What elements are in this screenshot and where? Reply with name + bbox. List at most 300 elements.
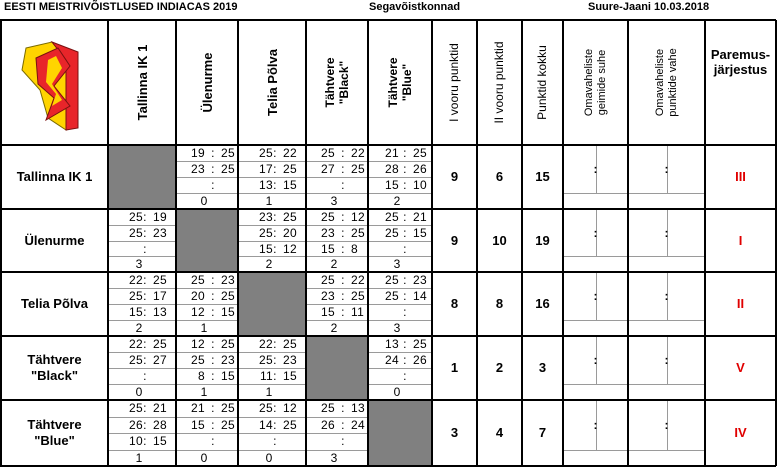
set-score-separator: :: [273, 401, 277, 415]
set-score-home: 25: [385, 226, 399, 240]
set-score-separator: :: [143, 305, 147, 319]
total-points: 15: [535, 169, 550, 184]
set-score: [374, 337, 432, 352]
set-score-separator: :: [341, 273, 345, 287]
set-score: [244, 242, 306, 257]
set-score-separator: :: [211, 369, 215, 383]
h2h-divider: [563, 450, 628, 451]
row-team-name: Tähtvere "Blue": [27, 417, 82, 448]
h2h-sets-ratio: :: [593, 289, 598, 303]
h2h-sets-ratio: :: [593, 162, 598, 176]
set-score-separator: :: [143, 353, 147, 367]
round1-points: 9: [450, 233, 459, 248]
set-score-home: 22: [259, 337, 273, 351]
set-score: [114, 273, 176, 288]
match-points: 1: [200, 385, 208, 399]
set-score-separator: :: [273, 146, 277, 160]
set-score-separator: :: [341, 210, 345, 224]
set-score-home: 13: [385, 337, 399, 351]
set-score: [114, 337, 176, 352]
set-score-away: 25: [221, 162, 235, 176]
set-score-separator: :: [273, 337, 277, 351]
round2-points: 8: [495, 296, 504, 311]
match-points: 2: [393, 194, 401, 208]
set-score-away: 17: [153, 289, 167, 303]
set-score-separator: :: [143, 401, 147, 415]
set-score-away: 22: [283, 146, 297, 160]
set-score-away: 15: [283, 178, 297, 192]
set-score-home: 15: [321, 242, 335, 256]
set-score-home: 12: [191, 337, 205, 351]
set-score: [312, 242, 368, 257]
set-score: [114, 226, 176, 241]
match-points: 3: [393, 321, 401, 335]
set-score-separator: :: [211, 305, 215, 319]
set-score-away: 20: [283, 226, 297, 240]
match-points: 1: [265, 385, 273, 399]
h2h-sets-ratio: :: [593, 226, 598, 240]
set-score-away: 10: [413, 178, 427, 192]
set-score-home: 25: [129, 210, 143, 224]
set-score: [182, 162, 238, 177]
set-score: [374, 226, 432, 241]
set-score: [244, 337, 306, 352]
set-score: [182, 178, 238, 193]
set-score: [244, 226, 306, 241]
set-score-away: 21: [153, 401, 167, 415]
set-score: [182, 401, 238, 416]
set-score-home: 22: [129, 273, 143, 287]
set-score-separator: :: [211, 337, 215, 351]
match-points: 3: [330, 451, 338, 465]
col-header-team: Tähtvere "Blue": [386, 57, 414, 108]
set-score-away: 26: [413, 162, 427, 176]
set-score-home: 25: [259, 353, 273, 367]
set-score-home: 23: [321, 289, 335, 303]
set-score-home: 25: [321, 210, 335, 224]
set-score-home: 25: [321, 146, 335, 160]
set-score-home: 25: [129, 353, 143, 367]
set-score-separator: :: [211, 162, 215, 176]
set-score-separator: :: [143, 337, 147, 351]
set-score: [114, 401, 176, 416]
h2h-sets-ratio: :: [593, 418, 598, 432]
set-score: [312, 146, 368, 161]
set-score-away: 23: [221, 353, 235, 367]
match-points: 2: [265, 257, 273, 271]
set-score-separator: :: [403, 242, 407, 256]
set-score: [244, 434, 306, 449]
set-score-home: 25: [191, 353, 205, 367]
set-score: [244, 146, 306, 161]
set-score-away: 26: [413, 353, 427, 367]
set-score-away: 13: [351, 401, 365, 415]
set-score-away: 19: [153, 210, 167, 224]
set-score-separator: :: [341, 401, 345, 415]
round1-points: 8: [450, 296, 459, 311]
round1-points: 9: [450, 169, 459, 184]
h2h-divider: [563, 320, 628, 321]
set-score-away: 15: [221, 369, 235, 383]
set-score-away: 23: [221, 273, 235, 287]
set-score-away: 15: [283, 369, 297, 383]
set-score-separator: :: [143, 289, 147, 303]
set-score-separator: :: [273, 162, 277, 176]
set-score-home: 22: [129, 337, 143, 351]
h2h-points-diff: :: [664, 353, 669, 367]
round1-points: 1: [450, 360, 459, 375]
set-score: [182, 369, 238, 384]
set-score-separator: :: [211, 418, 215, 432]
ranking-value: II: [736, 296, 745, 311]
set-score-separator: :: [403, 273, 407, 287]
set-score: [312, 226, 368, 241]
match-points: 2: [330, 321, 338, 335]
set-score-separator: :: [403, 226, 407, 240]
set-score-separator: :: [341, 305, 345, 319]
set-score-home: 25: [259, 226, 273, 240]
h2h-points-diff: :: [664, 162, 669, 176]
set-score-separator: :: [403, 353, 407, 367]
set-score-separator: :: [273, 210, 277, 224]
set-score-separator: :: [143, 434, 147, 448]
set-score-separator: :: [403, 337, 407, 351]
col-header-round1: I vooru punktid: [447, 43, 461, 122]
match-points: 2: [330, 257, 338, 271]
h2h-divider: [563, 193, 628, 194]
h2h-divider: [628, 384, 705, 385]
set-score-separator: :: [341, 289, 345, 303]
match-points: 0: [200, 194, 208, 208]
set-score-home: 19: [191, 146, 205, 160]
set-score: [312, 401, 368, 416]
set-score-home: 26: [321, 418, 335, 432]
set-score: [312, 289, 368, 304]
total-points: 3: [538, 360, 547, 375]
col-header-ranking: Paremus- järjestus: [710, 47, 771, 77]
set-score-separator: :: [273, 226, 277, 240]
set-score-separator: :: [143, 369, 147, 383]
set-score-away: 12: [351, 210, 365, 224]
set-score-home: 11: [259, 369, 273, 383]
set-score-home: 25: [385, 273, 399, 287]
set-score: [374, 369, 432, 384]
set-score-away: 25: [283, 162, 297, 176]
ranking-value: III: [735, 169, 746, 184]
set-score-separator: :: [403, 146, 407, 160]
set-score: [244, 353, 306, 368]
set-score-away: 25: [221, 337, 235, 351]
set-score-home: 25: [129, 226, 143, 240]
match-points: 1: [265, 194, 273, 208]
match-points: 0: [393, 385, 401, 399]
category-label: Segavõistkonnad: [369, 1, 461, 13]
set-score-away: 23: [153, 226, 167, 240]
set-score: [374, 210, 432, 225]
total-points: 7: [538, 425, 547, 440]
set-score-home: 15: [321, 305, 335, 319]
set-score: [114, 242, 176, 257]
set-score-home: 25: [259, 146, 273, 160]
ranking-value: IV: [734, 425, 747, 440]
set-score: [182, 353, 238, 368]
set-score-away: 11: [351, 305, 365, 319]
set-score-separator: :: [341, 418, 345, 432]
set-score-separator: :: [273, 242, 277, 256]
set-score-away: 22: [351, 146, 365, 160]
set-score-separator: :: [403, 305, 407, 319]
set-score-home: 13: [259, 178, 273, 192]
set-score-separator: :: [341, 242, 345, 256]
row-team-name: Telia Põlva: [21, 296, 88, 311]
set-score-away: 25: [221, 289, 235, 303]
set-score-home: 25: [385, 289, 399, 303]
set-score-separator: :: [211, 289, 215, 303]
set-score-separator: :: [143, 226, 147, 240]
set-score-separator: :: [211, 434, 215, 448]
set-score-home: 25: [321, 401, 335, 415]
set-score-away: 12: [283, 242, 297, 256]
set-score-separator: :: [403, 369, 407, 383]
place-date-label: Suure-Jaani 10.03.2018: [588, 1, 710, 13]
row-team-name: Tallinna IK 1: [16, 169, 93, 184]
set-score-separator: :: [143, 418, 147, 432]
h2h-divider: [563, 384, 628, 385]
set-score: [244, 162, 306, 177]
set-score: [312, 210, 368, 225]
set-score-home: 15: [191, 418, 205, 432]
col-header-team: Telia Põlva: [265, 49, 280, 116]
set-score: [182, 146, 238, 161]
set-score: [114, 289, 176, 304]
set-score-away: 25: [153, 273, 167, 287]
h2h-points-diff: :: [664, 226, 669, 240]
set-score-separator: :: [211, 146, 215, 160]
col-header-h2h-points: Omavaheliste punktide vahe: [654, 48, 679, 117]
h2h-divider: [563, 256, 628, 257]
set-score-away: 22: [351, 273, 365, 287]
set-score-away: 25: [221, 418, 235, 432]
set-score-home: 25: [129, 401, 143, 415]
set-score-separator: :: [273, 369, 277, 383]
set-score-separator: :: [143, 273, 147, 287]
ranking-value: V: [736, 360, 745, 375]
match-points: 0: [200, 451, 208, 465]
col-header-team: Tallinna IK 1: [135, 44, 150, 121]
set-score: [312, 162, 368, 177]
set-score-home: 23: [259, 210, 273, 224]
set-score: [114, 434, 176, 449]
set-score: [312, 418, 368, 433]
h2h-divider: [628, 256, 705, 257]
set-score-home: 24: [385, 353, 399, 367]
set-score: [374, 289, 432, 304]
set-score: [114, 353, 176, 368]
set-score-home: 25: [191, 273, 205, 287]
set-score-home: 25: [259, 401, 273, 415]
set-score: [114, 369, 176, 384]
col-header-h2h-sets: Omavaheliste geimide suhe: [583, 48, 608, 117]
set-score: [182, 434, 238, 449]
grid-line: [0, 19, 776, 21]
set-score-separator: :: [403, 289, 407, 303]
set-score: [182, 305, 238, 320]
set-score-separator: :: [273, 178, 277, 192]
set-score-home: 15: [385, 178, 399, 192]
h2h-points-diff: :: [664, 418, 669, 432]
set-score-separator: :: [341, 162, 345, 176]
blocked-cell: [369, 401, 432, 466]
blocked-cell: [307, 337, 368, 400]
set-score: [374, 178, 432, 193]
set-score-separator: :: [341, 178, 345, 192]
set-score: [244, 418, 306, 433]
set-score-separator: :: [341, 434, 345, 448]
set-score: [312, 434, 368, 449]
set-score-separator: :: [211, 401, 215, 415]
set-score-home: 15: [259, 242, 273, 256]
col-header-team: Ülenurme: [200, 52, 215, 113]
set-score-home: 23: [191, 162, 205, 176]
col-header-total: Punktid kokku: [535, 45, 549, 120]
set-score-away: 27: [153, 353, 167, 367]
set-score: [182, 273, 238, 288]
match-points: 3: [330, 194, 338, 208]
set-score-away: 25: [153, 337, 167, 351]
round1-points: 3: [450, 425, 459, 440]
h2h-divider: [628, 193, 705, 194]
row-team-name: Tähtvere "Black": [27, 352, 82, 383]
set-score-home: 12: [191, 305, 205, 319]
set-score-away: 21: [413, 210, 427, 224]
set-score-home: 25: [129, 289, 143, 303]
set-score-home: 15: [129, 305, 143, 319]
set-score-away: 14: [413, 289, 427, 303]
col-header-round2: II vooru punktid: [492, 41, 506, 124]
round2-points: 4: [495, 425, 504, 440]
set-score: [374, 146, 432, 161]
set-score-away: 15: [153, 434, 167, 448]
set-score-away: 25: [221, 401, 235, 415]
set-score-separator: :: [403, 178, 407, 192]
set-score-separator: :: [211, 178, 215, 192]
set-score-away: 23: [413, 273, 427, 287]
set-score: [182, 418, 238, 433]
set-score-away: 28: [153, 418, 167, 432]
row-team-name: Ülenurme: [24, 233, 85, 248]
h2h-divider: [628, 450, 705, 451]
set-score: [374, 242, 432, 257]
set-score-home: 17: [259, 162, 273, 176]
match-points: 1: [135, 451, 143, 465]
set-score-away: 25: [351, 226, 365, 240]
set-score-home: 21: [385, 146, 399, 160]
set-score-away: 24: [351, 418, 365, 432]
set-score: [182, 337, 238, 352]
set-score-away: 23: [283, 353, 297, 367]
set-score-away: 25: [413, 146, 427, 160]
set-score-away: 25: [283, 418, 297, 432]
set-score-home: 20: [191, 289, 205, 303]
set-score: [244, 369, 306, 384]
set-score-away: 25: [283, 337, 297, 351]
total-points: 16: [535, 296, 550, 311]
round2-points: 6: [495, 169, 504, 184]
set-score-separator: :: [143, 210, 147, 224]
set-score: [312, 305, 368, 320]
set-score-away: 8: [351, 242, 358, 256]
set-score-home: 25: [385, 210, 399, 224]
set-score-home: 28: [385, 162, 399, 176]
set-score-home: 26: [129, 418, 143, 432]
set-score-away: 15: [221, 305, 235, 319]
set-score-home: 8: [198, 369, 205, 383]
set-score: [312, 273, 368, 288]
match-points: 0: [135, 385, 143, 399]
round2-points: 10: [492, 233, 507, 248]
set-score: [374, 162, 432, 177]
set-score-away: 12: [283, 401, 297, 415]
set-score-separator: :: [403, 210, 407, 224]
page-title: EESTI MEISTRIVÕISTLUSED INDIACAS 2019: [4, 1, 238, 13]
set-score: [244, 178, 306, 193]
set-score-home: 25: [321, 273, 335, 287]
blocked-cell: [177, 210, 238, 272]
set-score: [244, 210, 306, 225]
set-score-home: 14: [259, 418, 273, 432]
set-score-separator: :: [273, 434, 277, 448]
set-score-home: 23: [321, 226, 335, 240]
set-score: [114, 305, 176, 320]
set-score-away: 13: [153, 305, 167, 319]
set-score: [244, 401, 306, 416]
club-logo-icon: [18, 40, 82, 134]
set-score-separator: :: [341, 226, 345, 240]
set-score-home: 10: [129, 434, 143, 448]
round2-points: 2: [495, 360, 504, 375]
set-score-separator: :: [211, 353, 215, 367]
set-score-separator: :: [403, 162, 407, 176]
set-score: [374, 273, 432, 288]
set-score-separator: :: [143, 242, 147, 256]
set-score-away: 25: [351, 289, 365, 303]
match-points: 3: [393, 257, 401, 271]
h2h-divider: [628, 320, 705, 321]
h2h-sets-ratio: :: [593, 353, 598, 367]
set-score-separator: :: [211, 273, 215, 287]
set-score-away: 25: [221, 146, 235, 160]
match-points: 3: [135, 257, 143, 271]
set-score: [114, 210, 176, 225]
blocked-cell: [239, 273, 306, 336]
set-score-separator: :: [341, 146, 345, 160]
set-score: [182, 289, 238, 304]
set-score: [114, 418, 176, 433]
ranking-value: I: [738, 233, 743, 248]
set-score-home: 27: [321, 162, 335, 176]
set-score: [312, 178, 368, 193]
set-score-away: 15: [413, 226, 427, 240]
set-score-separator: :: [273, 418, 277, 432]
set-score-home: 21: [191, 401, 205, 415]
blocked-cell: [109, 146, 176, 209]
set-score-separator: :: [273, 353, 277, 367]
set-score-away: 25: [413, 337, 427, 351]
set-score: [374, 305, 432, 320]
match-points: 0: [265, 451, 273, 465]
h2h-points-diff: :: [664, 289, 669, 303]
set-score-away: 25: [283, 210, 297, 224]
